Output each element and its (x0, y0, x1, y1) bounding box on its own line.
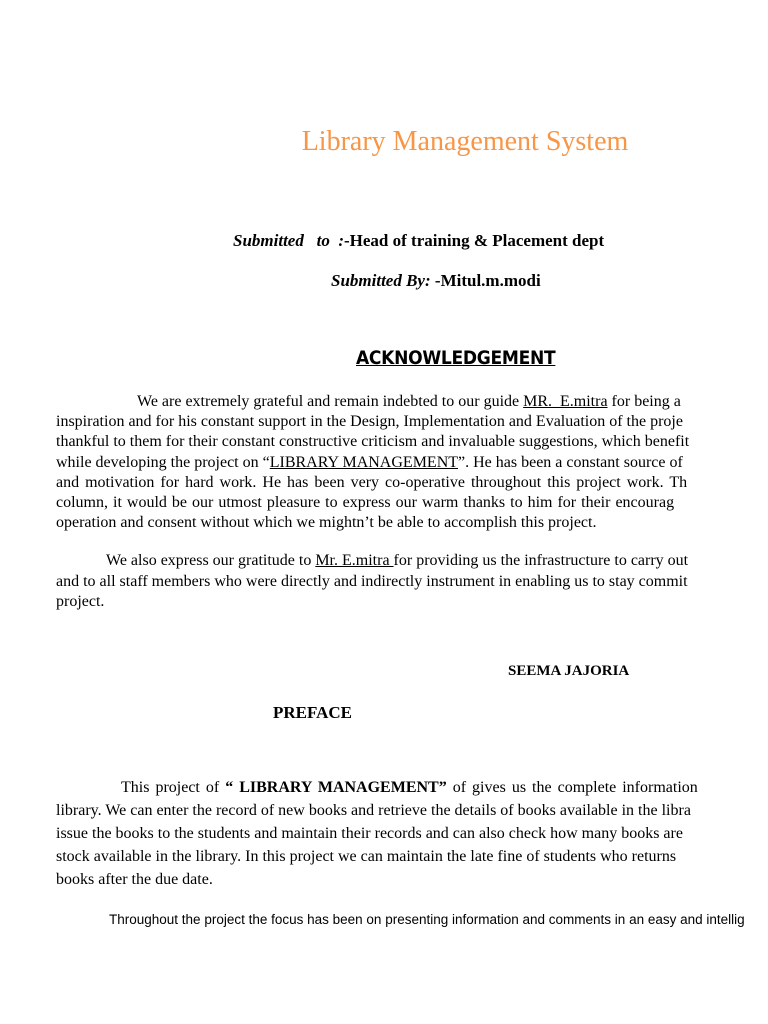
ack-p1-line-2: inspiration and for his constant support in the Design, Implementation and Evaluation of the proje (56, 413, 683, 430)
ack-p2-line-2: and to all staff members who were directly and indirectly instrument in enabling us to stay commit (56, 573, 688, 590)
ack-p1-line-6: column, it would be our utmost pleasure to express our warm thanks to him for their encourag (56, 494, 675, 511)
ack-p1-text: for being a (607, 393, 681, 410)
submitted-by-value: -Mitul.m.modi (430, 271, 541, 290)
preface-p1-text: of gives us the complete information (446, 779, 698, 796)
project-name: LIBRARY MANAGEMENT (269, 454, 459, 471)
ack-p1-line-1 (137, 392, 681, 412)
ack-p2-line-3: project. (56, 593, 105, 610)
preface-p2-line-1: Throughout the project the focus has been on presenting information and comments in an easy and intellig (109, 912, 745, 927)
guide-name: MR. E.mitra (523, 393, 608, 410)
ack-p2-line-1 (106, 551, 688, 571)
preface-p1-line-2: library. We can enter the record of new books and retrieve the details of books available in the libra (56, 802, 691, 819)
ack-p1-line-3: thankful to them for their constant constructive criticism and invaluable suggestions, which benefit (56, 433, 690, 450)
preface-heading: PREFACE (273, 703, 353, 722)
ack-p1-line-7: operation and consent without which we mightn’t be able to accomplish this project. (56, 514, 597, 531)
submitted-by-line (331, 271, 541, 291)
ack-p1-text: We are extremely grateful and remain indebted to our guide (137, 393, 524, 410)
ack-p2-text: for providing us the infrastructure to carry out (393, 552, 689, 569)
preface-project-name: “ LIBRARY MANAGEMENT” (225, 779, 447, 796)
submitted-to-label: Submitted to : (233, 231, 344, 250)
preface-p1-line-5: books after the due date. (56, 871, 213, 888)
preface-p1-text: This project of (121, 779, 226, 796)
document-title: Library Management System (301, 126, 629, 157)
submitted-to-line (233, 231, 604, 251)
ack-p2-text: We also express our gratitude to (106, 552, 316, 569)
signature: SEEMA JAJORIA (508, 663, 630, 679)
preface-p1-line-1 (121, 778, 698, 798)
acknowledgement-heading: ACKNOWLEDGEMENT (356, 347, 556, 369)
ack-p1-text: ”. He has been a constant source of (458, 454, 683, 471)
preface-p1-line-3: issue the books to the students and maintain their records and can also check how many books are (56, 825, 683, 842)
ack-p1-line-4 (56, 453, 683, 473)
ack-p1-line-5: and motivation for hard work. He has been very co-operative throughout this project work. Th (56, 474, 688, 491)
submitted-by-label: Submitted By: (331, 271, 431, 290)
submitted-to-value: -Head of training & Placement dept (343, 231, 605, 250)
preface-p1-line-4: stock available in the library. In this project we can maintain the late fine of students who returns (56, 848, 677, 865)
ack-p1-text: while developing the project on “ (56, 454, 270, 471)
infrastructure-provider: Mr. E.mitra (315, 552, 394, 569)
